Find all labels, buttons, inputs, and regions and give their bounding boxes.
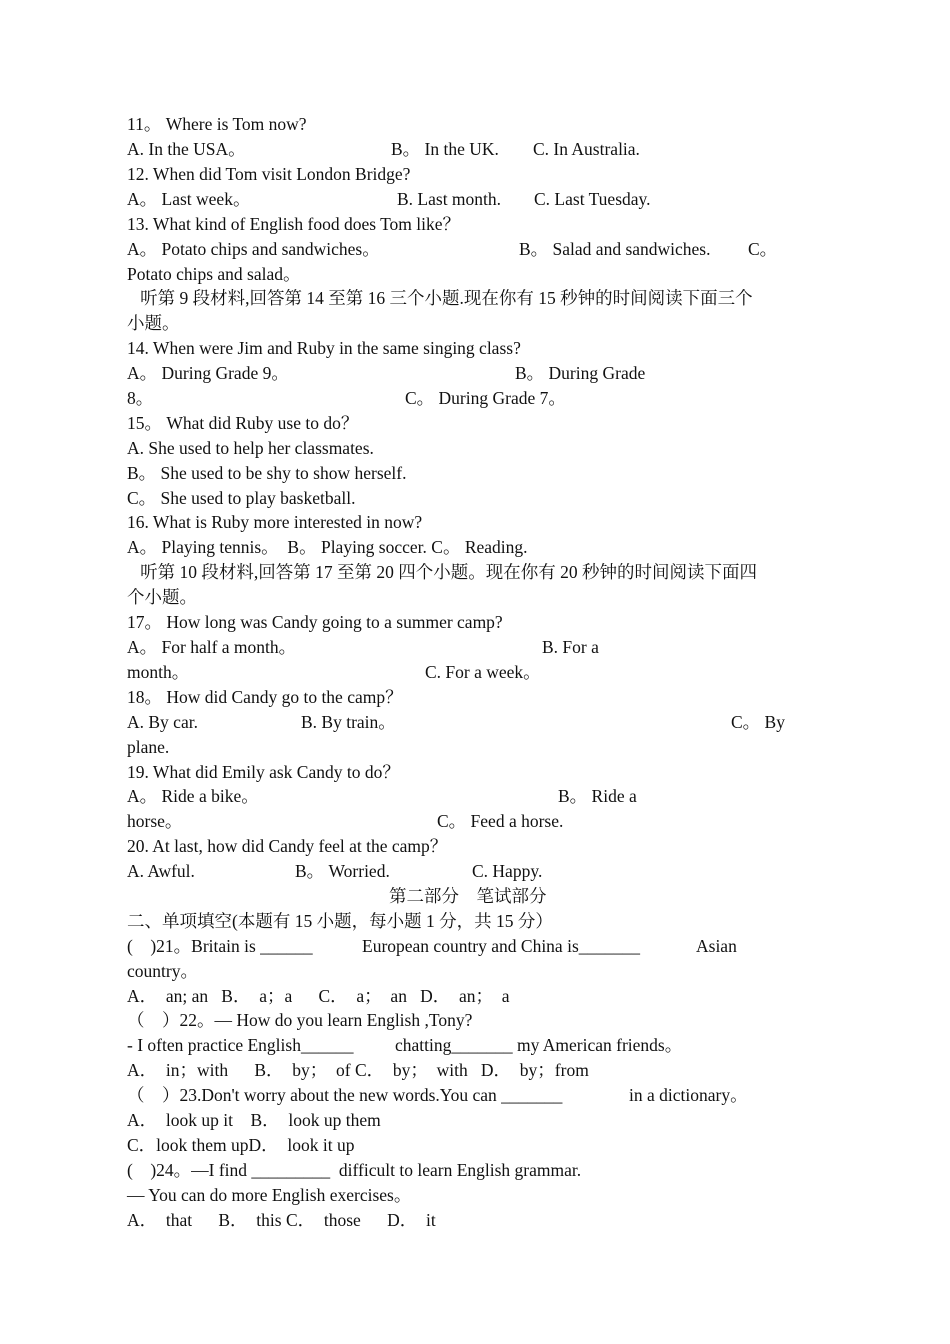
question-19: 19. What did Emily ask Candy to do？ [127,762,400,782]
question-20: 20. At last, how did Candy feel at the camp？ [127,836,448,856]
q18-option-a: A. By car. [127,712,198,732]
q18-option-c-cont: plane. [127,737,170,757]
q21-options: A． an; an B． a；a C． a； an D． an； a [127,986,510,1006]
q19-option-b: B。 Ride a [558,786,637,806]
q19-option-a: A。 Ride a bike。 [127,786,259,806]
q17-option-a: A。 For half a month。 [127,637,297,657]
q11-option-a: A. In the USA。 [127,139,246,159]
question-24: ( )24。—I find _________ difficult to learn English grammar. [127,1160,582,1180]
question-18: 18。 How did Candy go to the camp？ [127,687,403,707]
question-21-stem-mid: European country and China is_______ [362,936,641,956]
q13-option-c-label: C。 [748,239,778,259]
question-14: 14. When were Jim and Ruby in the same singing class? [127,338,521,358]
q13-option-b: B。 Salad and sandwiches. [519,239,711,259]
question-21-stem: ( )21。Britain is ______ [127,936,313,956]
q23-options-cd: C．look them upD． look it up [127,1135,355,1155]
q14-option-a: A。 During Grade 9。 [127,363,289,383]
q17-option-b-cont: month。 [127,662,190,682]
q12-option-b: B. Last month. [397,189,502,209]
part-two-heading: 第二部分 笔试部分 [389,886,547,906]
q14-option-b: B。 During Grade [515,363,646,383]
question-12: 12. When did Tom visit London Bridge? [127,164,411,184]
q17-option-c: C. For a week。 [425,662,541,682]
q11-option-b: B。 In the UK. [391,139,499,159]
q22-options: A． in；with B． by； of C． by； with D． by；from [127,1060,589,1080]
section-instruction-10-cont: 个小题。 [127,587,197,607]
question-23: （ ）23.Don't worry about the new words.You can _______ [127,1085,563,1105]
section-instruction-9-cont: 小题。 [127,313,180,333]
q13-option-c-text: Potato chips and salad。 [127,264,301,284]
q14-option-b-cont: 8。 [127,388,154,408]
q15-option-c: C。 She used to play basketball. [127,488,356,508]
question-22: （ ）22。— How do you learn English ,Tony? [127,1010,473,1030]
q12-option-c: C. Last Tuesday. [534,189,651,209]
q15-option-a: A. She used to help her classmates. [127,438,374,458]
q18-option-b: B. By train。 [301,712,396,732]
q20-option-a: A. Awful. [127,861,195,881]
section-instruction-9: 听第 9 段材料,回答第 14 至第 16 三个小题.现在你有 15 秒钟的时间阅读下面三个 [127,288,753,308]
question-22-reply: - I often practice English______ [127,1035,354,1055]
q11-option-c: C. In Australia. [533,139,640,159]
question-21-stem-end: Asian [696,936,737,956]
q14-option-c: C。 During Grade 7。 [405,388,566,408]
q23-options-ab: A． look up it B． look up them [127,1110,381,1130]
question-15: 15。 What did Ruby use to do？ [127,413,359,433]
question-22-reply-cont: chatting_______ my American friends。 [395,1035,683,1055]
q12-option-a: A。 Last week。 [127,189,251,209]
question-23-end: in a dictionary。 [629,1085,748,1105]
question-21-stem-cont: country。 [127,961,198,981]
q24-options: A． that B． this C． those D． it [127,1210,436,1230]
q16-options: A。 Playing tennis。 B。 Playing soccer. C。 Reading. [127,537,528,557]
q15-option-b: B。 She used to be shy to show herself. [127,463,407,483]
section-instruction-10: 听第 10 段材料,回答第 17 至第 20 四个小题。现在你有 20 秒钟的时间阅读下面四 [127,562,757,582]
single-choice-heading: 二、单项填空(本题有 15 小题，每小题 1 分，共 15 分） [127,911,553,931]
question-24-reply: — You can do more English exercises。 [127,1185,412,1205]
q13-option-a: A。 Potato chips and sandwiches。 [127,239,380,259]
q19-option-c: C。 Feed a horse. [437,811,564,831]
q19-option-b-cont: horse。 [127,811,183,831]
question-16: 16. What is Ruby more interested in now? [127,512,423,532]
question-13: 13. What kind of English food does Tom like？ [127,214,461,234]
q18-option-c: C。 By [731,712,785,732]
q17-option-b: B. For a [542,637,599,657]
q20-option-b: B。 Worried. [295,861,390,881]
question-17: 17。 How long was Candy going to a summer camp? [127,612,503,632]
question-11: 11。 Where is Tom now? [127,114,307,134]
q20-option-c: C. Happy. [472,861,543,881]
